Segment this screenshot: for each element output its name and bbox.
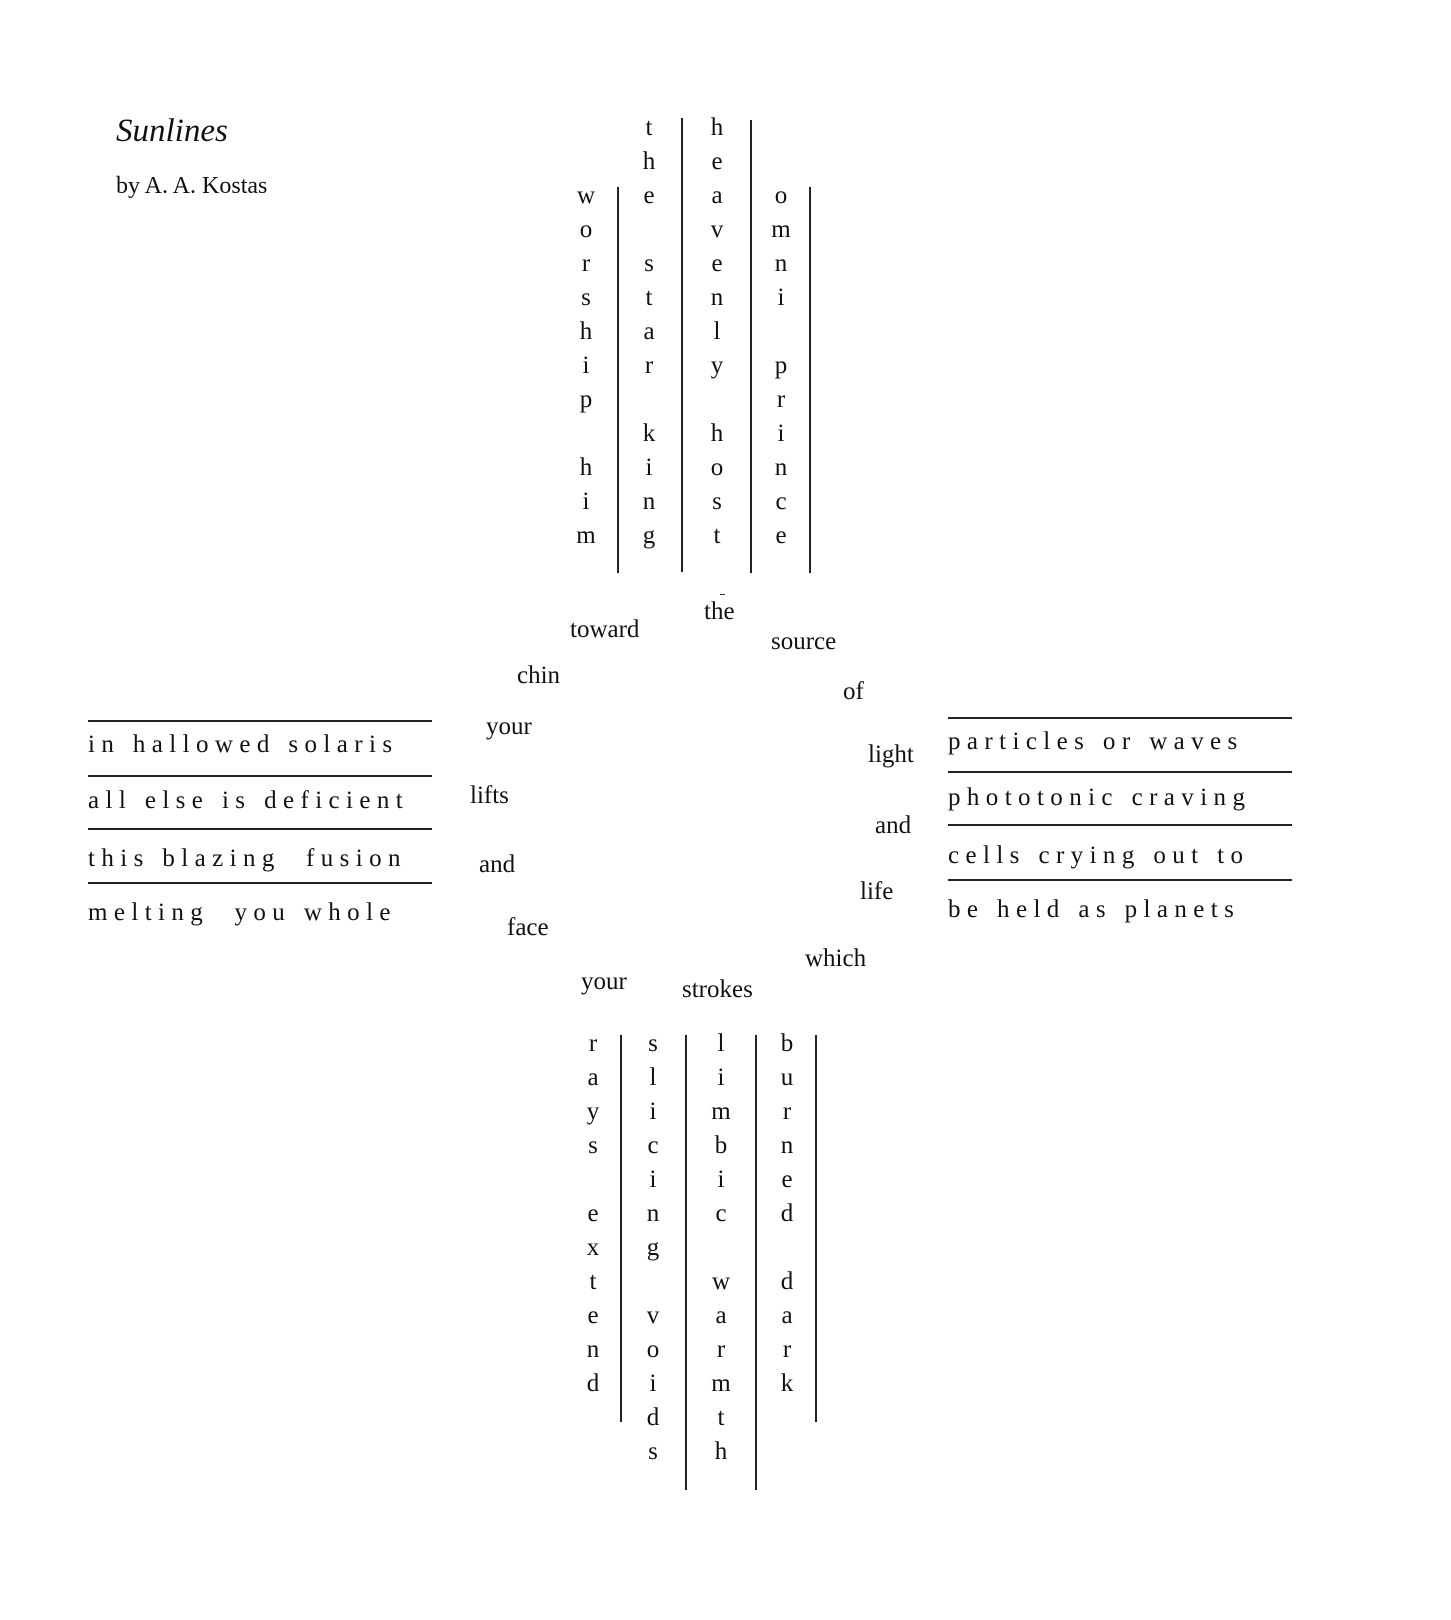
right-line: be held as planets <box>948 896 1241 923</box>
word-source: source <box>771 628 837 655</box>
rule-line <box>88 720 432 722</box>
divider-line <box>815 1035 817 1422</box>
poem-author: by A. A. Kostas <box>116 173 268 199</box>
word-your: your <box>486 713 532 740</box>
right-line: cells crying out to <box>948 842 1250 869</box>
rule-line <box>948 879 1292 881</box>
word-the: the <box>704 598 735 625</box>
divider-line <box>620 1035 622 1422</box>
divider-line <box>750 120 752 573</box>
rule-line <box>88 828 432 830</box>
top-column-omni-prince: o m n i p r i n c e <box>771 182 791 549</box>
left-line: this blazing fusion <box>88 845 407 872</box>
bottom-column-burned-dark: b u r n e d d a r k <box>780 1030 794 1397</box>
divider-line <box>809 187 811 573</box>
dash-mark <box>720 594 725 595</box>
right-line: phototonic craving <box>948 784 1252 811</box>
word-strokes: strokes <box>682 976 753 1003</box>
word-lifts: lifts <box>470 782 509 809</box>
word-toward: toward <box>570 616 640 643</box>
word-light: light <box>868 741 914 768</box>
divider-line <box>681 118 683 572</box>
divider-line <box>685 1035 687 1490</box>
rule-line <box>88 775 432 777</box>
word-of: of <box>843 678 864 705</box>
top-column-heavenly-host: h e a v e n l y h o s t <box>710 114 724 549</box>
top-column-the-star-king: t h e s t a r k i n g <box>642 114 656 549</box>
word-life: life <box>860 878 894 905</box>
left-line: melting you whole <box>88 899 397 926</box>
word-chin: chin <box>517 662 561 689</box>
divider-line <box>755 1035 757 1490</box>
top-column-worship-him: w o r s h i p h i m <box>576 182 596 549</box>
bottom-column-slicing-voids: s l i c i n g v o i d s <box>646 1030 660 1465</box>
rule-line <box>948 824 1292 826</box>
rule-line <box>948 717 1292 719</box>
left-line: all else is deficient <box>88 787 410 814</box>
word-your: your <box>581 968 627 995</box>
rule-line <box>88 882 432 884</box>
poem-title: Sunlines <box>116 113 228 149</box>
word-and: and <box>479 851 516 878</box>
bottom-column-rays-extend: r a y s e x t e n d <box>586 1030 600 1397</box>
bottom-column-limbic-warmth: l i m b i c w a r m t h <box>711 1030 731 1465</box>
rule-line <box>948 771 1292 773</box>
divider-line <box>617 187 619 573</box>
word-which: which <box>805 945 867 972</box>
left-line: in hallowed solaris <box>88 731 399 758</box>
right-line: particles or waves <box>948 728 1244 755</box>
word-face: face <box>507 914 549 941</box>
word-and: and <box>875 812 912 839</box>
